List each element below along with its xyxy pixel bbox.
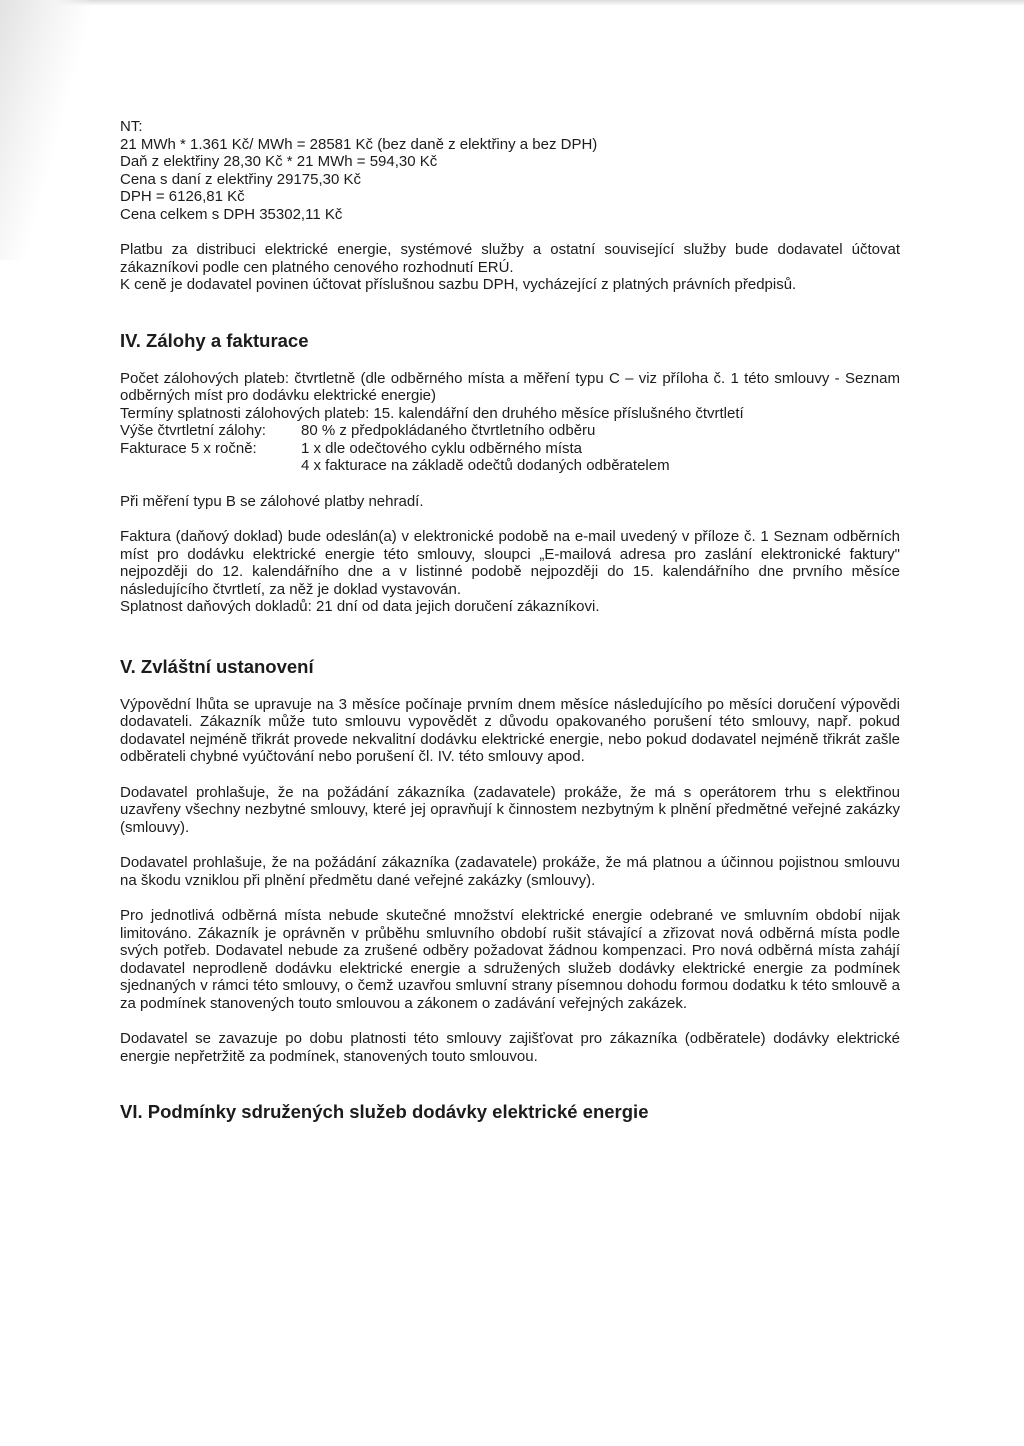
scan-shadow-left: [0, 0, 90, 260]
section-v-paragraph-2: Dodavatel prohlašuje, že na požádání zákazníka (zadavatele) prokáže, že má s operátorem trhu s elektřinou uzavřeny všechny nezbytné smlouvy, které jej opravňují k činnostem nezbytným k plnění předmětné veřejné zakázky (smlouvy).: [120, 783, 900, 836]
advance-amount-value: 80 % z předpokládaného čtvrtletního odběru: [301, 422, 596, 439]
nt-line-1: 21 MWh * 1.361 Kč/ MWh = 28581 Kč (bez daně z elektřiny a bez DPH): [120, 135, 598, 153]
nt-line-2: Daň z elektřiny 28,30 Kč * 21 MWh = 594,30 Kč: [120, 153, 438, 170]
invoicing-label: Fakturace 5 x ročně:: [120, 439, 257, 457]
maturity-line: Splatnost daňových dokladů: 21 dní od data jejich doručení zákazníkovi.: [120, 598, 600, 615]
distribution-paragraph: Platbu za distribuci elektrické energie, systémové služby a ostatní související služby bude dodavatel účtovat zákazníkovi podle cen platného cenového rozhodnutí ERÚ.: [120, 241, 900, 276]
nt-line-5: Cena celkem s DPH 35302,11 Kč: [120, 205, 343, 223]
measurement-b-line: Při měření typu B se zálohové platby nehradí.: [120, 492, 424, 510]
section-v-paragraph-1: Výpovědní lhůta se upravuje na 3 měsíce počínaje prvním dnem měsíce následujícího po měsíci doručení výpovědi dodavateli. Zákazník může tuto smlouvu vypovědět z důvodu opakovaného porušení této smlouvy, např. pokud dodavatel nejméně třikrát provede nekvalitní dodávku elektrické energie, nebo pokud dodavatel nejméně třikrát zašle odběrateli chybné vyúčtování nebo porušení čl. IV. této smlouvy apod.: [120, 695, 900, 765]
section-v-paragraph-5: Dodavatel se zavazuje po dobu platnosti této smlouvy zajišťovat pro zákazníka (odběratele) dodávky elektrické energie nepřetržitě za podmínek, stanovených touto smlouvou.: [120, 1030, 900, 1065]
vat-paragraph: K ceně je dodavatel povinen účtovat příslušnou sazbu DPH, vycházející z platných právních předpisů.: [120, 276, 797, 293]
section-v-paragraph-4: Pro jednotlivá odběrná místa nebude skutečné množství elektrické energie odebrané ve smluvním období nijak limitováno. Zákazník je oprávněn v průběhu smluvního období rušit stávající a zřizovat nová odběrná místa podle svých potřeb. Dodavatel nebude za zrušené odběry požadovat žádnou kompenzaci. Pro nová odběrná místa zahájí dodavatel neprodleně dodávku elektrické energie a sdružených služeb dodávky elektrické energie za podmínek sjednaných v rámci této smlouvy, o čemž uzavřou smluvní strany písemnou dohodu formou dodatku k této smlouvě a za podmínek stanovených touto smlouvou a zákonem o zadávání veřejných zakázek.: [120, 907, 900, 1012]
invoicing-value-1: 1 x dle odečtového cyklu odběrného místa: [301, 439, 583, 457]
invoicing-row: [120, 440, 900, 458]
advance-amount-row: [120, 422, 900, 440]
section-iv-heading: IV. Zálohy a fakturace: [120, 329, 309, 351]
nt-label: NT:: [120, 118, 143, 135]
due-dates-line: Termíny splatnosti zálohových plateb: 15. kalendářní den druhého měsíce příslušného čtvrtletí: [120, 404, 744, 422]
advance-count-paragraph: Počet zálohových plateb: čtvrtletně (dle odběrného místa a měření typu C – viz příloha č. 1 této smlouvy - Seznam odběrných míst pro dodávku elektrické energie): [120, 369, 900, 404]
document-page: [120, 118, 900, 1123]
section-vi-heading: VI. Podmínky sdružených služeb dodávky elektrické energie: [120, 1101, 649, 1122]
invoice-paragraph: Faktura (daňový doklad) bude odeslán(a) v elektronické podobě na e-mail uvedený v příloze č. 1 Seznam odběrních míst pro dodávku elektrické energie této smlouvy, sloupci „E-mailová adresa pro zaslání elektronické faktury" nejpozději do 12. kalendářního dne a v listinné podobě nejpozději do 15. kalendářního dne prvního měsíce následujícího čtvrtletí, za něž je doklad vystavován.: [120, 528, 900, 598]
nt-line-4: DPH = 6126,81 Kč: [120, 188, 245, 205]
section-v-paragraph-3: Dodavatel prohlašuje, že na požádání zákazníka (zadavatele) prokáže, že má platnou a účinnou pojistnou smlouvu na škodu vzniklou při plnění předmětu dané veřejné zakázky (smlouvy).: [120, 854, 900, 889]
scan-shadow-top: [0, 0, 1024, 6]
advance-amount-label: Výše čtvrtletní zálohy:: [120, 422, 266, 439]
section-v-heading: V. Zvláštní ustanovení: [120, 655, 314, 677]
invoicing-value-2: 4 x fakturace na základě odečtů dodaných odběratelem: [301, 457, 670, 474]
nt-line-3: Cena s daní z elektřiny 29175,30 Kč: [120, 170, 361, 188]
